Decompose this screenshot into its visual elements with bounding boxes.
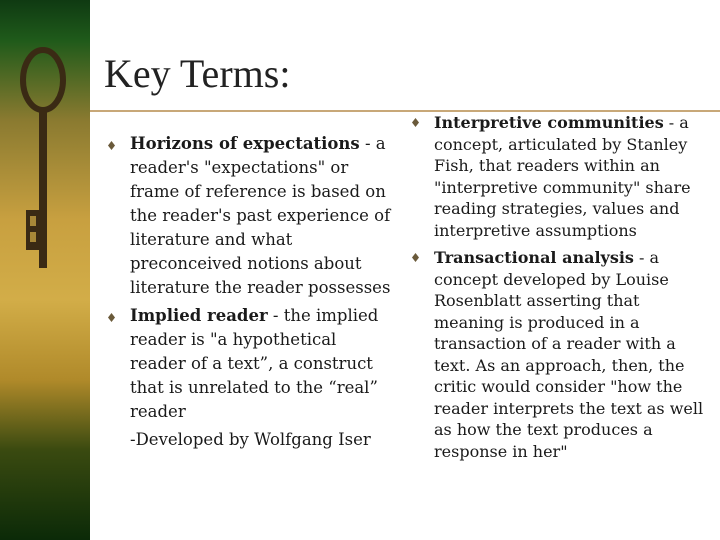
term-definition: - a concept, articulated by Stanley Fish, that readers within an "interpretive community" share reading strategies, values and interpretive assumptions xyxy=(434,113,691,240)
list-item-implied-reader xyxy=(106,304,396,424)
attribution-note: -Developed by Wolfgang Iser xyxy=(130,430,371,449)
diamond-bullet-icon xyxy=(108,313,115,322)
right-column xyxy=(410,112,710,466)
term-definition: - a concept developed by Louise Rosenblatt asserting that meaning is produced in a transaction of a reader with a text. As an approach, then, the critic would consider "how the reader interprets the text as well as how the text produces a response in her" xyxy=(434,248,704,461)
term-label: Interpretive communities xyxy=(434,113,664,132)
diamond-bullet-icon xyxy=(108,141,115,150)
term-label: Implied reader xyxy=(130,306,268,325)
term-definition: - the implied reader is "a hypothetical reader of a text”, a construct that is unrelated to the “real” reader xyxy=(130,306,379,421)
list-item-transactional-analysis xyxy=(410,247,710,462)
term-label: Horizons of expectations xyxy=(130,134,360,153)
list-item-horizons xyxy=(106,132,396,300)
slide-title: Key Terms: xyxy=(104,51,291,96)
left-column xyxy=(106,132,396,452)
list-item-interpretive-communities xyxy=(410,112,710,241)
diamond-bullet-icon xyxy=(412,253,419,262)
term-label: Transactional analysis xyxy=(434,248,634,267)
diamond-bullet-icon xyxy=(412,118,419,127)
term-definition: - a reader's "expectations" or frame of reference is based on the reader's past experience of literature and what preconceived notions about literature the reader possesses xyxy=(130,134,391,297)
key-icon xyxy=(8,40,78,280)
